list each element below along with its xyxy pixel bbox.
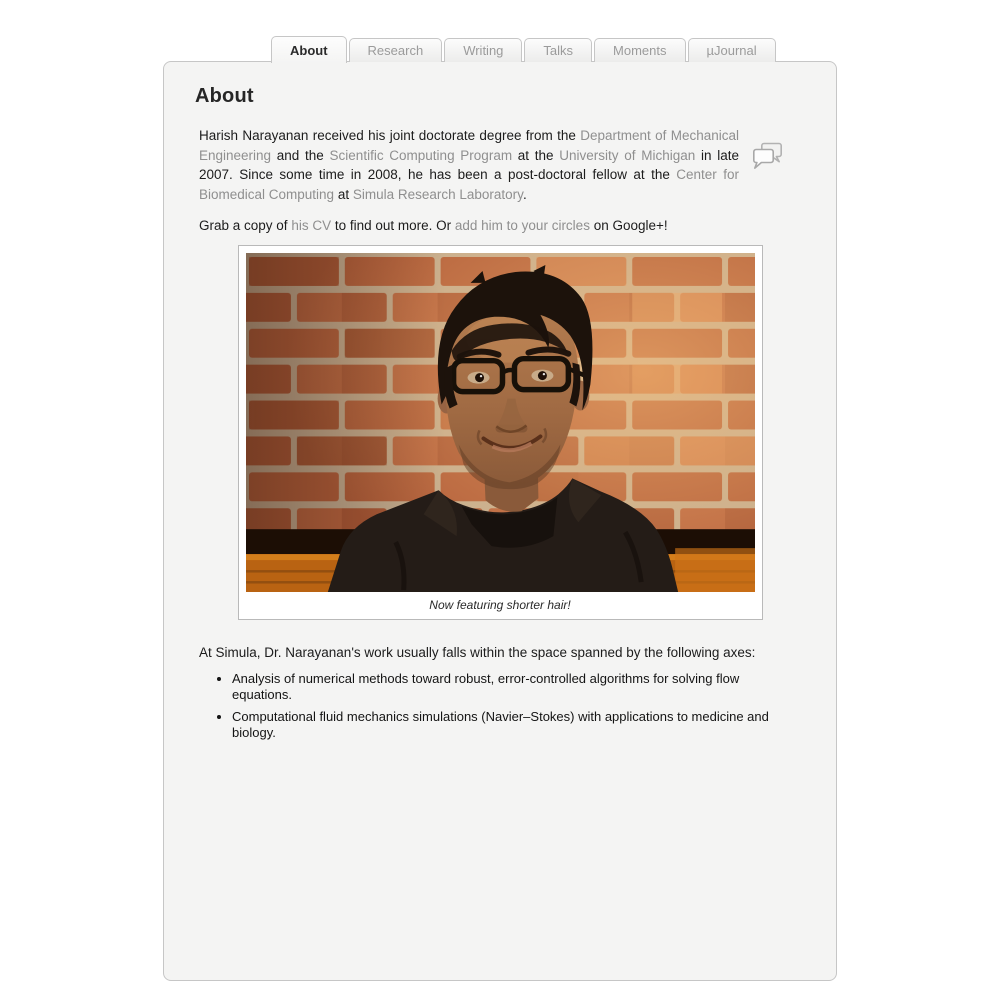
tab-label: µJournal xyxy=(706,43,757,58)
page-title: About xyxy=(195,85,254,107)
tab-bar xyxy=(271,35,778,62)
intro-text: at xyxy=(334,186,353,202)
intro-text: and the xyxy=(271,147,330,163)
cv-text: Grab a copy of xyxy=(199,218,292,233)
axis-item: • Analysis of numerical methods toward robust, error-controlled algorithms for solving flow equations. xyxy=(232,671,777,703)
intro-text: Harish Narayanan received his joint doctorate degree from the xyxy=(199,128,581,143)
link-simula-research-laboratory[interactable]: Simula Research Laboratory xyxy=(352,186,523,202)
tab-label: Talks xyxy=(543,43,574,58)
cv-text: to find out more. Or xyxy=(331,218,455,233)
cv-text: on Google+! xyxy=(589,218,668,233)
axis-item: • Computational fluid mechanics simulations (Navier–Stokes) with applications to medicine and biology. xyxy=(232,709,777,741)
tab-moments[interactable] xyxy=(594,38,685,62)
tab-label: About xyxy=(290,42,328,58)
link-his-cv[interactable]: his CV xyxy=(291,218,332,233)
intro-text: at the xyxy=(512,147,560,163)
axes-intro: At Simula, Dr. Narayanan's work usually falls within the space spanned by the following axes: xyxy=(199,644,756,660)
intro-text: in late 2007. Since some time in 2008, he has been a post-doctoral fellow at the xyxy=(199,147,740,182)
tab-about[interactable] xyxy=(271,36,347,63)
tab-label: Writing xyxy=(463,43,504,58)
intro-text: . xyxy=(522,186,527,202)
link-add-to-circles[interactable]: add him to your circles xyxy=(454,218,590,233)
portrait-figure xyxy=(238,245,763,620)
tab-research[interactable] xyxy=(349,38,443,62)
tab-mujournal[interactable] xyxy=(688,38,776,62)
link-scientific-computing-program[interactable]: Scientific Computing Program xyxy=(329,147,513,163)
photo-caption: Now featuring shorter hair! xyxy=(429,597,571,612)
tab-talks[interactable] xyxy=(524,38,592,62)
portrait-photo xyxy=(246,253,755,592)
comments-icon[interactable] xyxy=(752,142,784,172)
tab-writing[interactable] xyxy=(444,38,522,62)
cv-paragraph xyxy=(199,216,739,236)
axes-list xyxy=(199,671,796,741)
content-panel xyxy=(163,61,837,981)
tab-label: Research xyxy=(367,43,424,58)
link-university-of-michigan[interactable]: University of Michigan xyxy=(559,147,696,163)
link-dept-mechanical-engineering[interactable]: Department of Mechanical Engineering xyxy=(199,128,740,163)
tab-label: Moments xyxy=(613,43,667,58)
intro-paragraph xyxy=(199,126,739,204)
link-center-biomedical-computing[interactable]: Center for Biomedical Computing xyxy=(199,167,739,202)
